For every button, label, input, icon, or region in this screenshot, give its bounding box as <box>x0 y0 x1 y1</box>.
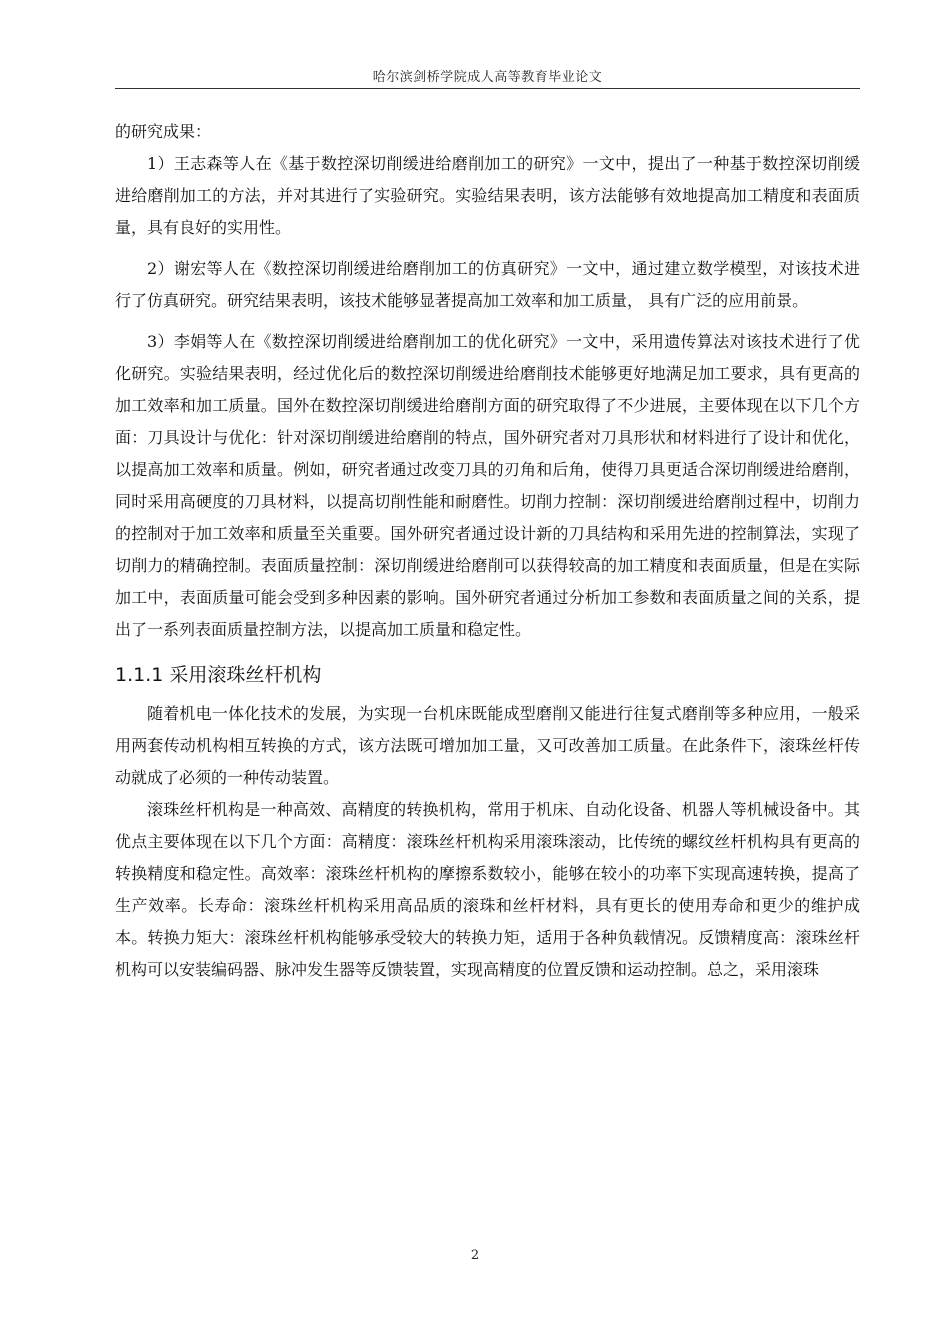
paragraph-item-3: 3）李娟等人在《数控深切削缓进给磨削加工的优化研究》一文中，采用遗传算法对该技术进行了优化研究。实验结果表明，经过优化后的数控深切削缓进给磨削技术能够更好地满足加工要求，具有更高的加工效率和加工质量。国外在数控深切削缓进给磨削方面的研究取得了不少进展，主要体现在以下几个方面：刀具设计与优化：针对深切削缓进给磨削的特点，国外研究者对刀具形状和材料进行了设计和优化，以提高加工效率和质量。例如，研究者通过改变刀具的刃角和后角，使得刀具更适合深切削缓进给磨削，同时采用高硬度的刀具材料，以提高切削性能和耐磨性。切削力控制：深切削缓进给磨削过程中，切削力的控制对于加工效率和质量至关重要。国外研究者通过设计新的刀具结构和采用先进的控制算法，实现了切削力的精确控制。表面质量控制：深切削缓进给磨削可以获得较高的加工精度和表面质量，但是在实际加工中，表面质量可能会受到多种因素的影响。国外研究者通过分析加工参数和表面质量之间的关系，提出了一系列表面质量控制方法，以提高加工质量和稳定性。 <box>115 332 860 639</box>
page-number: 2 <box>470 1248 480 1263</box>
section-heading: 1.1.1 采用滚珠丝杆机构 <box>115 664 322 686</box>
paragraph-ballscrew-intro: 随着机电一体化技术的发展，为实现一台机床既能成型磨削又能进行往复式磨削等多种应用，一般采用两套传动机构相互转换的方式，该方法既可增加加工量，又可改善加工质量。在此条件下，滚珠丝杆传动就成了必须的一种传动装置。 <box>115 704 860 787</box>
header-divider <box>115 88 860 89</box>
paragraph-item-1: 1）王志森等人在《基于数控深切削缓进给磨削加工的研究》一文中，提出了一种基于数控深切削缓进给磨削加工的方法，并对其进行了实验研究。实验结果表明，该方法能够有效地提高加工精度和表面质量，具有良好的实用性。 <box>115 154 860 237</box>
document-body <box>115 116 860 986</box>
paragraph-continuation: 的研究成果： <box>115 122 212 141</box>
running-header: 哈尔滨剑桥学院成人高等教育毕业论文 <box>372 70 603 85</box>
paragraph-ballscrew-advantages: 滚珠丝杆机构是一种高效、高精度的转换机构，常用于机床、自动化设备、机器人等机械设备中。其优点主要体现在以下几个方面：高精度：滚珠丝杆机构采用滚珠滚动，比传统的螺纹丝杆机构具有更高的转换精度和稳定性。高效率：滚珠丝杆机构的摩擦系数较小，能够在较小的功率下实现高速转换，提高了生产效率。长寿命：滚珠丝杆机构采用高品质的滚珠和丝杆材料，具有更长的使用寿命和更少的维护成本。转换力矩大：滚珠丝杆机构能够承受较大的转换力矩，适用于各种负载情况。反馈精度高：滚珠丝杆机构可以安装编码器、脉冲发生器等反馈装置，实现高精度的位置反馈和运动控制。总之，采用滚珠 <box>115 800 860 979</box>
paragraph-item-2: 2）谢宏等人在《数控深切削缓进给磨削加工的仿真研究》一文中，通过建立数学模型，对该技术进行了仿真研究。研究结果表明，该技术能够显著提高加工效率和加工质量， 具有广泛的应用前景。 <box>115 259 860 310</box>
